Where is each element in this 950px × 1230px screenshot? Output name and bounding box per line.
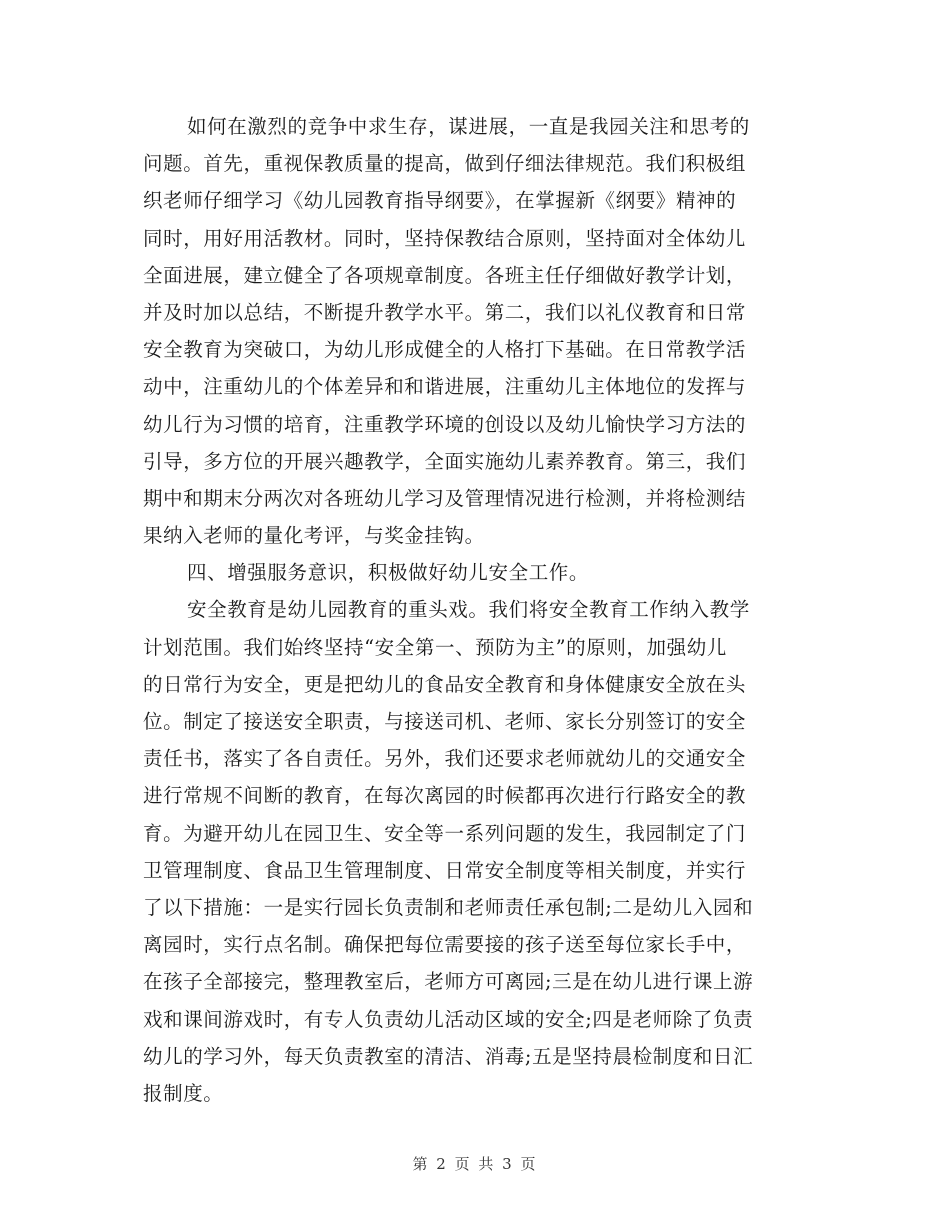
paragraph-line: 动中，注重幼儿的个体差异和和谐进展，注重幼儿主体地位的发挥与: [143, 375, 747, 399]
paragraph-line: 同时，用好用活教材。同时，坚持保教结合原则，坚持面对全体幼儿: [143, 226, 747, 250]
paragraph-line: 进行常规不间断的教育，在每次离园的时候都再次进行行路安全的教: [143, 784, 747, 808]
paragraph-line: 全面进展，建立健全了各项规章制度。各班主任仔细做好教学计划，: [143, 263, 747, 287]
paragraph-line: 问题。首先，重视保教质量的提高，做到仔细法律规范。我们积极组: [143, 152, 747, 176]
paragraph-line: 育。为避开幼儿在园卫生、安全等一系列问题的发生，我园制定了门: [143, 821, 747, 845]
paragraph-line: 并及时加以总结，不断提升教学水平。第二，我们以礼仪教育和日常: [143, 300, 747, 324]
paragraph-line: 安全教育为突破口，为幼儿形成健全的人格打下基础。在日常教学活: [143, 338, 747, 362]
paragraph-line: 引导，多方位的开展兴趣教学，全面实施幼儿素养教育。第三，我们: [143, 449, 747, 473]
paragraph-line: 期中和期末分两次对各班幼儿学习及管理情况进行检测，并将检测结: [143, 486, 747, 510]
paragraph-line: 幼儿的学习外，每天负责教室的清洁、消毒;五是坚持晨检制度和日汇: [143, 1044, 754, 1068]
paragraph-line: 了以下措施：一是实行园长负责制和老师责任承包制;二是幼儿入园和: [143, 895, 754, 919]
paragraph-line: 报制度。: [143, 1081, 224, 1105]
paragraph-line: 离园时，实行点名制。确保把每位需要接的孩子送至每位家长手中，: [143, 933, 747, 957]
paragraph-line: 责任书，落实了各自责任。另外，我们还要求老师就幼儿的交通安全: [143, 747, 747, 771]
paragraph-line: 果纳入老师的量化考评，与奖金挂钩。: [143, 524, 485, 548]
paragraph-line: 戏和课间游戏时，有专人负责幼儿活动区域的安全;四是老师除了负责: [143, 1007, 754, 1031]
paragraph-line: 在孩子全部接完，整理教室后，老师方可离园;三是在幼儿进行课上游: [143, 970, 754, 994]
section-heading: 四、增强服务意识，积极做好幼儿安全工作。: [187, 561, 590, 585]
paragraph-line: 的日常行为安全，更是把幼儿的食品安全教育和身体健康安全放在头: [143, 672, 747, 696]
paragraph-line: 卫管理制度、食品卫生管理制度、日常安全制度等相关制度，并实行: [143, 858, 747, 882]
paragraph-line: 织老师仔细学习《幼儿园教育指导纲要》，在掌握新《纲要》精神的: [143, 189, 737, 213]
paragraph-line: 幼儿行为习惯的培育，注重教学环境的创设以及幼儿愉快学习方法的: [143, 412, 747, 436]
page-number-footer: 第 2 页 共 3 页: [412, 1155, 538, 1173]
paragraph-line: 计划范围。我们始终坚持“安全第一、预防为主”的原则，加强幼儿: [143, 635, 727, 659]
document-body: [143, 108, 808, 1112]
paragraph-line: 安全教育是幼儿园教育的重头戏。我们将安全教育工作纳入教学: [187, 598, 750, 622]
paragraph-line: 位。制定了接送安全职责，与接送司机、老师、家长分别签订的安全: [143, 710, 747, 733]
paragraph-line: 如何在激烈的竞争中求生存，谋进展，一直是我园关注和思考的: [187, 115, 750, 138]
